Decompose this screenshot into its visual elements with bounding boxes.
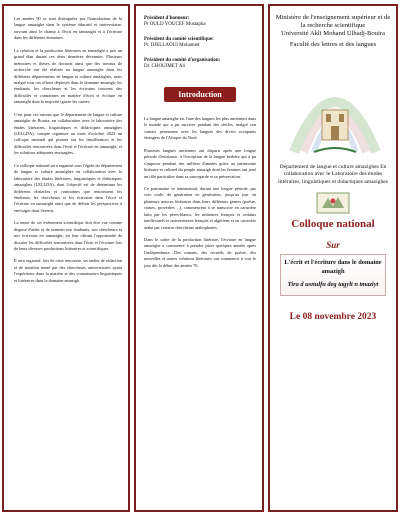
scientific-president-name: Pr. DJELLAOUI Mohamed xyxy=(144,43,200,48)
honor-president-name: Pr OULD YOUCEF Mustapha xyxy=(144,22,206,27)
cover-panel xyxy=(268,4,398,512)
ministry-name: Ministère de l'enseignement supérieur et de la recherche scientifique xyxy=(275,14,391,30)
scientific-president-label: Président du comité scientifique: xyxy=(144,37,214,42)
left-paragraph-6: Il sera organisé, lors de cette rencontre, un atelier de rédaction et de notation mené par des chercheurs universitaires ayant l'expérience dans la matière et des connaisseurs linguistiques et littéraires dans le domaine amazigh. xyxy=(14,258,122,283)
intro-paragraph-2: Plusieurs langues anciennes ont disparu après une longue période d'existence, à l'exception de la langue berbère qui a pu s'imposer pendant des milliers d'années grâce au patrimoine littéraire et culturel du peuple amazigh dont les femmes ont joué un rôle particulier dans sa sauvegarde et sa préservation. xyxy=(144,147,256,179)
colloque-title: Colloque national xyxy=(291,218,375,231)
intro-paragraph-1: La langue amazighe est l'une des langues les plus anciennes dans le monde qui a pu survivre pendant des siècles, malgré son contact permanent avec les langues des divers occupants étrangers de l'Afrique du Nord. xyxy=(144,116,256,141)
university-emblem-icon xyxy=(274,52,396,162)
left-paragraph-1: Les années 90 se sont distinguées par l'introduction de la langue amazighe dans le système éducatif et universitaire, ouvrant ainsi le champ à l'écrit en tamazight et à l'écriture dans les différents domaines. xyxy=(14,16,122,41)
left-panel xyxy=(2,4,130,512)
theme-box xyxy=(280,254,386,296)
middle-panel xyxy=(134,4,264,512)
introduction-title: Introduction xyxy=(164,87,236,102)
university-name: Université Akli Mohand Ulhadj-Bouira xyxy=(281,30,385,38)
lab-logo xyxy=(316,192,350,214)
honor-president-label: Président d'honneur: xyxy=(144,16,190,21)
left-paragraph-3: C'est pour ces raisons que le département de langue et culture amazighe de Bouira, en collaboration avec le laboratoire des études littéraires, linguistiques et didactiques amazighes (LELLDA), compte organiser au mois d'octobre 2023 un colloque national qui portera sur les insuffisances et les difficultés rencontrées dans l'écrit et l'écriture en tamazight, et les solutions adéquates envisagées. xyxy=(14,111,122,156)
sur-label: Sur xyxy=(326,240,340,251)
university-emblem xyxy=(274,52,392,162)
theme-berber: Tira d usnulfu deg tagylt n tmaziyt xyxy=(287,280,379,288)
department-collaboration: Département de langue et culture amazighes En collaboration avec le Laboratoire des études littéraires, linguistiques et didactiques amazighes xyxy=(278,163,388,185)
left-paragraph-4: Ce colloque national sera organisé sous l'égide du département de langue et culture amazighes en collaboration avec le laboratoire des études littéraires, linguistiques et didactiques amazighes (LELLDA), dont l'objectif est de déterminer les différents obstacles et contraintes que rencontrent les étudiants, les chercheurs et les écrivains dans l'écrit et l'écriture en tamazight ainsi que de définir les perspectives à envisager dans l'avenir. xyxy=(14,162,122,213)
organizing-president-name: Dr. CHOUIMET Ali xyxy=(144,64,186,69)
intro-paragraph-4: Dans le cadre de la production littéraire, l'écriture en langue amazighe a commencé à prendre place quelques années après l'indépendance. Des romans, des recueils de poésie, des nouvelles et autres créations littéraires ont commencé à voir le jour dès le début des années 70. xyxy=(144,237,256,268)
left-paragraph-2: La création et la production littéraires en tamazight a pris un grand élan durant ces deux dernières décennies. Plusieurs mémoires et thèses de doctorat ainsi que des travaux de recherche ont été réalisés en langue amazighe dans les différents départements de langue et culture amazighes, mais malgré tous ces efforts déployés dans le domaine amazigh, les étudiants, les chercheurs et les écrivains trouvent des difficultés et contraintes en matière d'écrit et écriture en tamazight dont la majorité ignore les causes. xyxy=(14,47,122,105)
theme-french: L'écrit et l'écriture dans le domaine amazigh xyxy=(284,259,382,275)
organizing-president-label: Président du comité d'organisation: xyxy=(144,58,221,63)
intro-paragraph-3: Ce patrimoine se transmettait, durant une longue période, par voie orale, de génération en génération, jusqu'au jour où plusieurs œuvres littéraires dans leurs différents genres (poésie, contes, proverbes ...), commencent à se transcrire en caractère latin par les pères-blancs, les militaires français et certains intellectuels et universitaires français et algériens et en caractère arabe par certains chercheurs arabophones. xyxy=(144,185,256,230)
event-date: Le 08 novembre 2023 xyxy=(289,312,377,323)
faculty-name: Faculté des lettres et des langues xyxy=(289,40,377,48)
left-paragraph-5: La tenue de cet événement scientifique doit être vue comme disposé d'aider et de soutenir nos étudiants, nos chercheurs et nos écrivains en tamazight, en leur offrant l'opportunité de discuter les difficultés rencontrées dans l'écrit et l'écriture lors de leurs diverses productions littéraires et scientifiques. xyxy=(14,220,122,251)
lab-logo-icon xyxy=(316,192,350,214)
